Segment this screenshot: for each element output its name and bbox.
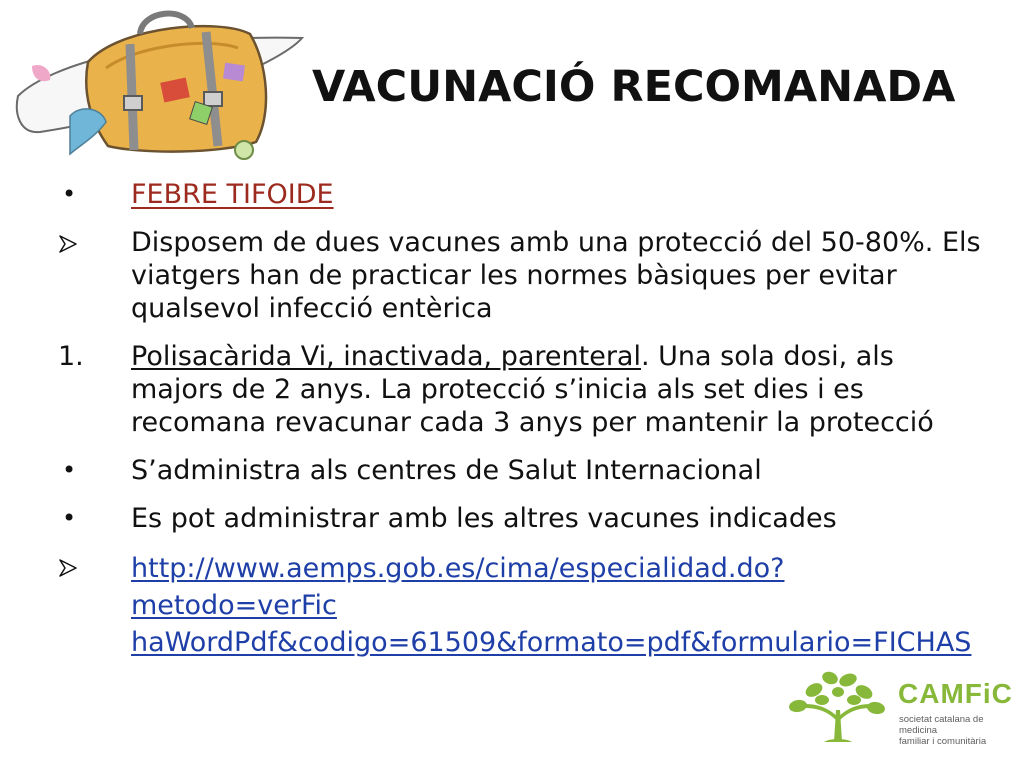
section-heading: FEBRE TIFOIDE bbox=[131, 179, 334, 210]
coadministration-text: Es pot administrar amb les altres vacunes indicades bbox=[131, 503, 837, 534]
suitcase-illustration bbox=[10, 4, 310, 176]
list-item-description bbox=[58, 226, 988, 325]
reference-link-line2[interactable]: haWordPdf&codigo=61509&formato=pdf&formulario=FICHAS bbox=[131, 627, 972, 658]
bullet-icon: • bbox=[62, 504, 77, 532]
list-item-heading bbox=[58, 178, 988, 211]
logo-name: CAMFiC bbox=[898, 678, 1013, 709]
reference-link-line1[interactable]: http://www.aemps.gob.es/cima/especialidad.do?metodo=verFic bbox=[131, 553, 785, 621]
list-item-coadministration bbox=[58, 502, 988, 535]
arrow-bullet-icon bbox=[58, 550, 118, 578]
logo-subtitle bbox=[899, 714, 1009, 747]
list-item-administration-place bbox=[58, 454, 988, 487]
logo-subtitle-line1: societat catalana de medicina bbox=[899, 714, 984, 736]
vaccine-details: . Una sola dosi, als majors de 2 anys. La protecció s’inicia als set dies i es recomana revacunar cada 3 anys per mantenir la protecció bbox=[131, 341, 934, 438]
list-item-vaccine-type bbox=[58, 340, 988, 439]
camfic-tree-logo-icon bbox=[784, 668, 892, 746]
description-text: Disposem de dues vacunes amb una protecció del 50-80%. Els viatgers han de practicar les normes bàsiques per evitar qualsevol infecció entèrica bbox=[131, 227, 981, 324]
list-number: 1. bbox=[58, 341, 84, 372]
bullet-icon: • bbox=[62, 456, 77, 484]
list-item-reference-link bbox=[58, 550, 988, 661]
logo-subtitle-line2: familiar i comunitària bbox=[899, 736, 987, 747]
reference-link[interactable] bbox=[131, 553, 971, 658]
arrow-bullet-icon bbox=[58, 226, 118, 254]
bullet-icon: • bbox=[62, 180, 77, 208]
slide-title: VACUNACIÓ RECOMANADA bbox=[312, 62, 956, 112]
slide-content bbox=[58, 178, 988, 676]
camfic-logo bbox=[784, 668, 1013, 748]
vaccine-name: Polisacàrida Vi, inactivada, parenteral bbox=[131, 341, 641, 372]
administration-text: S’administra als centres de Salut Internacional bbox=[131, 455, 762, 486]
